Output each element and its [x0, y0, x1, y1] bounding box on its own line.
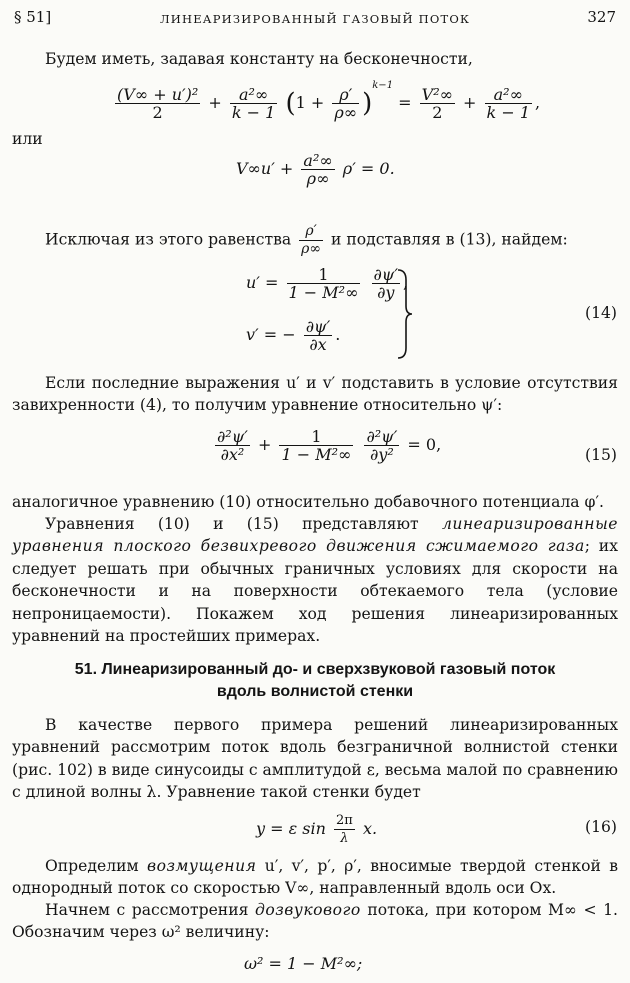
equation-14-u: u′ = $\frac{1}{\text{1 − M²∞}}$ $\frac{\partial\psi'}{\partial y}$ , [246, 265, 409, 302]
word-or: или [12, 130, 43, 148]
right-brace [394, 268, 414, 360]
paragraph-perturbations: Определим возмущения u′, v′, p′, ρ′, вносимые твердой стенкой в однородный поток со скоростью V∞, направленный вдоль оси Ox. [12, 857, 618, 898]
equation-15: $\frac{\text{∂²ψ′}}{\text{∂x²}}$ + $\frac{1}{\text{1 − M²∞}}$ $\frac{\text{∂²ψ′}}{\text{∂y²}}$ = 0, [217, 427, 442, 464]
paragraph-vorticity-condition: Если последние выражения u′ и v′ подставить в условие отсутствия завихренности (4), то получим уравнение относительно ψ′: [12, 374, 618, 415]
section-reference: § 51] [14, 8, 52, 26]
equation-bernoulli: $\frac{\text{(V∞ + u′)²}}{2}$ + $\frac{\text{a²∞}}{k - 1}$ (1 + $\frac{\rho'}{\rho\infty}$ )$^{k-1}$ = $\frac{\text{V²∞}}{2}$ + $\frac{\text{a²∞}}{k - 1}$ , [117, 80, 541, 122]
equation-number-16: (16) [584, 818, 617, 836]
equation-number-15: (15) [584, 446, 617, 464]
paragraph-linearized-equations: Уравнения (10) и (15) представляют линеаризированные уравнения плоского безвихревого движения сжимаемого газа; их следует решать при обычных граничных условиях для скорости на бесконечности и на поверхности обтекаемого тела (условие непроницаемости). Покажем ход решения линеаризированных уравнений на простейших примерах. [12, 515, 618, 646]
equation-linearized: V∞u′ + $\frac{\text{a²∞}}{\rho\infty}$ ρ′ = 0. [236, 151, 395, 188]
section-heading-line1: 51. Линеаризированный до- и сверхзвуковой газовый поток [74, 661, 556, 678]
running-title: ЛИНЕАРИЗИРОВАННЫЙ ГАЗОВЫЙ ПОТОК [159, 12, 471, 26]
paragraph-wavy-wall: В качестве первого примера решений линеаризированных уравнений рассмотрим поток вдоль безграничной волнистой стенки (рис. 102) в виде синусоиды с амплитудой ε, весьма малой по сравнению с длиной волны λ. Уравнение такой стенки будет [12, 716, 618, 802]
section-heading-line2: вдоль волнистой стенки [216, 683, 414, 700]
paragraph-constant-at-infinity: Будем иметь, задавая константу на бесконечности, [45, 50, 473, 68]
equation-16: y = ε sin $\frac{2\pi}{\lambda}$ x. [256, 813, 378, 846]
paragraph-analogous: аналогичное уравнению (10) относительно добавочного потенциала φ′. [12, 493, 604, 511]
equation-14-v: v′ = − $\frac{\partial\psi'}{\partial x}$ . [246, 317, 341, 354]
equation-number-14: (14) [584, 304, 617, 322]
paragraph-subsonic: Начнем с рассмотрения дозвукового потока, при котором M∞ < 1. Обозначим через ω² величину: [12, 901, 618, 942]
paragraph-exclusion: Исключая из этого равенства $\frac{\rho'}{\rho\infty}$ и подставляя в (13), найдем: [45, 223, 568, 257]
equation-omega: ω² = 1 − M²∞; [244, 954, 363, 973]
page-number: 327 [587, 8, 616, 26]
